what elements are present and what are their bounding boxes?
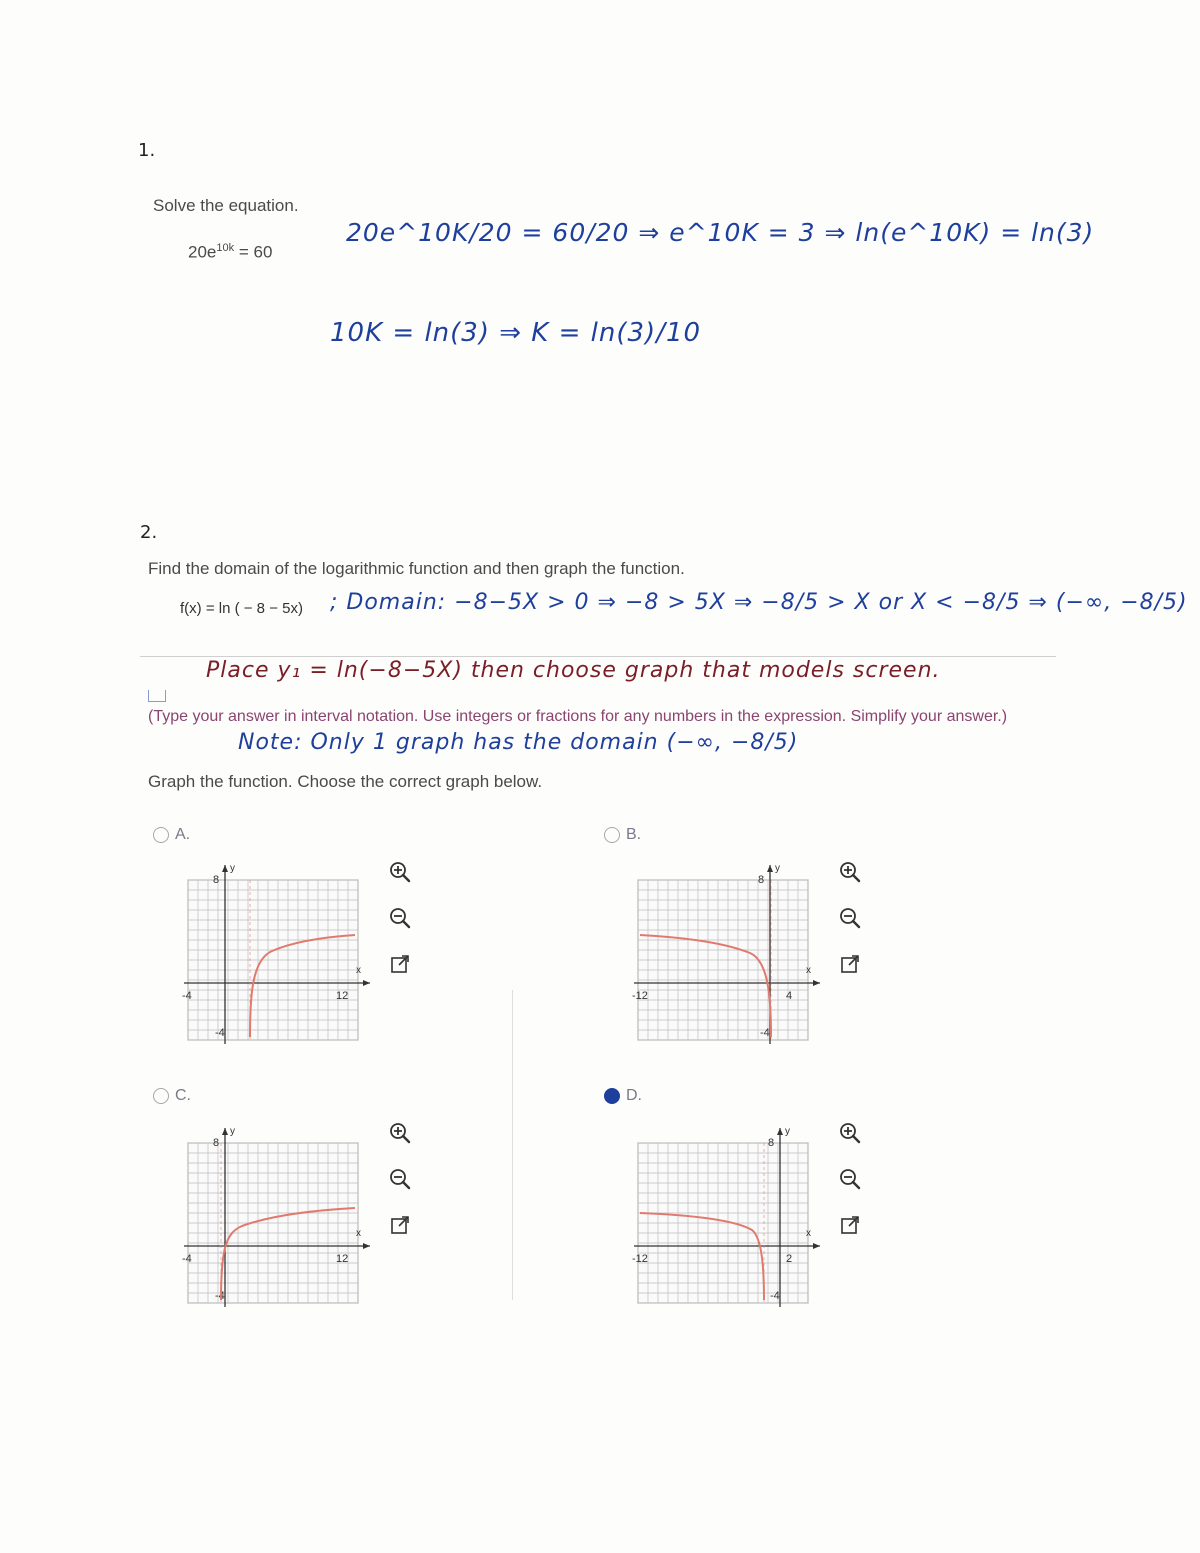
zoom-in-icon[interactable] (836, 1119, 864, 1147)
question-2-function: f(x) = ln ( − 8 − 5x) (180, 600, 303, 617)
x-axis-arrow (813, 1243, 820, 1249)
option-c-radio[interactable] (153, 1088, 169, 1104)
question-1-work-line-1: 20e^10K/20 = 60/20 ⇒ e^10K = 3 ⇒ ln(e^10K) = ln(3) (346, 218, 1095, 247)
question-2-handwritten-instruction: Place y₁ = ln(−8−5X) then choose graph that models screen. (206, 658, 941, 683)
x-axis-label: x (806, 1228, 811, 1239)
tick-label-xmin: -4 (182, 1253, 192, 1265)
popout-icon[interactable] (836, 1211, 864, 1239)
graph-d (630, 1118, 825, 1308)
option-d[interactable] (604, 1087, 642, 1105)
tick-label-xmin: -4 (182, 990, 192, 1002)
option-a-label: A. (175, 826, 191, 843)
popout-icon[interactable] (836, 950, 864, 978)
answer-input-box[interactable] (148, 690, 166, 702)
y-axis-arrow (222, 1128, 228, 1135)
option-c-label: C. (175, 1087, 191, 1104)
x-axis-arrow (363, 980, 370, 986)
popout-icon[interactable] (386, 1211, 414, 1239)
question-2-number: 2. (140, 522, 158, 543)
equation-base: 20e (188, 242, 217, 262)
popout-icon[interactable] (386, 950, 414, 978)
graph-b-tools (836, 858, 864, 996)
x-axis-arrow (813, 980, 820, 986)
option-b[interactable] (604, 826, 641, 844)
question-2-domain-work: ; Domain: −8−5X > 0 ⇒ −8 > 5X ⇒ −8/5 > X or X < −8/5 ⇒ (−∞, −8/5) (330, 590, 1188, 615)
graph-d-tools (836, 1119, 864, 1257)
y-axis-label: y (785, 1126, 790, 1137)
tick-label-ymin: -4 (760, 1027, 770, 1039)
y-axis-arrow (777, 1128, 783, 1135)
zoom-out-icon[interactable] (836, 1165, 864, 1193)
tick-label-ymax: 8 (213, 1137, 220, 1149)
y-axis-label: y (775, 863, 780, 874)
tick-label-xmax: 2 (786, 1253, 793, 1265)
tick-label-xmax: 4 (786, 990, 793, 1002)
question-1-number: 1. (138, 140, 156, 161)
tick-label-ymax: 8 (758, 874, 765, 886)
zoom-out-icon[interactable] (836, 904, 864, 932)
zoom-out-icon[interactable] (386, 1165, 414, 1193)
equation-exponent: 10k (216, 242, 235, 254)
y-axis-arrow (767, 865, 773, 872)
tick-label-ymax: 8 (768, 1137, 775, 1149)
tick-label-xmax: 12 (336, 1253, 349, 1265)
tick-label-xmin: -12 (632, 990, 648, 1002)
option-a-radio[interactable] (153, 827, 169, 843)
question-1-equation (188, 242, 272, 263)
question-1-prompt: Solve the equation. (153, 196, 299, 215)
tick-label-xmax: 12 (336, 990, 349, 1002)
x-axis-label: x (356, 965, 361, 976)
divider (140, 656, 1056, 657)
graph-b (630, 855, 825, 1045)
tick-label-ymin: -4 (215, 1290, 225, 1302)
tick-label-ymin: -4 (770, 1290, 780, 1302)
option-d-radio[interactable] (604, 1088, 620, 1104)
x-axis-label: x (356, 1228, 361, 1239)
tick-label-xmin: -12 (632, 1253, 648, 1265)
x-axis-label: x (806, 965, 811, 976)
y-axis-arrow (222, 865, 228, 872)
option-b-label: B. (626, 826, 642, 843)
option-a[interactable] (153, 826, 190, 844)
column-divider (512, 990, 513, 1300)
zoom-in-icon[interactable] (836, 858, 864, 886)
graph-a (180, 855, 375, 1045)
option-b-radio[interactable] (604, 827, 620, 843)
graph-c (180, 1118, 375, 1308)
graph-c-tools (386, 1119, 414, 1257)
y-axis-label: y (230, 1126, 235, 1137)
question-2-note: Note: Only 1 graph has the domain (−∞, −8/5) (238, 730, 799, 755)
tick-label-ymin: -4 (215, 1027, 225, 1039)
graph-a-tools (386, 858, 414, 996)
zoom-out-icon[interactable] (386, 904, 414, 932)
question-2-prompt: Find the domain of the logarithmic function and then graph the function. (148, 559, 685, 578)
option-c[interactable] (153, 1087, 191, 1105)
x-axis-arrow (363, 1243, 370, 1249)
answer-instruction: (Type your answer in interval notation. Use integers or fractions for any numbers in the expression. Simplify your answer.) (148, 708, 1008, 725)
zoom-in-icon[interactable] (386, 858, 414, 886)
graph-prompt: Graph the function. Choose the correct graph below. (148, 772, 543, 791)
zoom-in-icon[interactable] (386, 1119, 414, 1147)
question-1-work-line-2: 10K = ln(3) ⇒ K = ln(3)/10 (330, 318, 702, 348)
tick-label-ymax: 8 (213, 874, 220, 886)
equation-rhs: = 60 (234, 242, 273, 262)
y-axis-label: y (230, 863, 235, 874)
option-d-label: D. (626, 1087, 642, 1104)
